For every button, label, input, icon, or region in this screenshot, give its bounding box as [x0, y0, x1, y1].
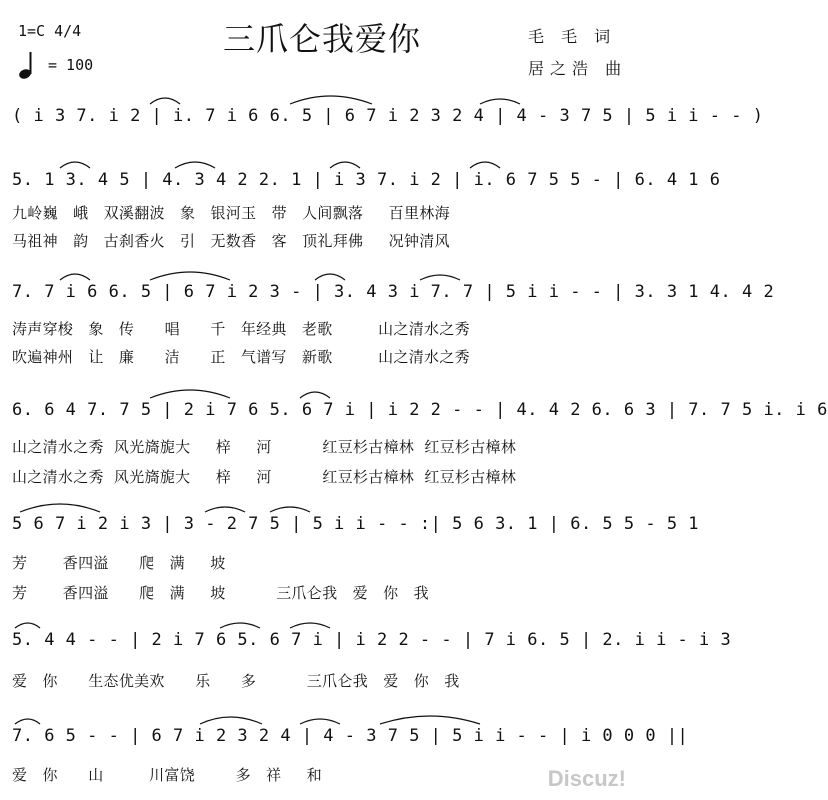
composer-credit: 居之浩 曲	[528, 59, 628, 78]
notation-line: ( i 3 7. i 2 | i. 7 i 6 6. 5 | 6 7 i 2 3 2 4 | 4 - 3 7 5 | 5 i i - - )	[12, 106, 764, 126]
forum-watermark: Discuz!	[547, 766, 626, 791]
notation-line: 6. 6 4 7. 7 5 | 2 i 7 6 5. 6 7 i | i 2 2 - - | 4. 4 2 6. 6 3 | 7. 7 5 i. i 6	[12, 400, 828, 420]
score-row-5	[0, 624, 732, 676]
notation-line: 7. 6 5 - - | 6 7 i 2 3 2 4 | 4 - 3 7 5 | 5 i i - - | i 0 0 0 ||	[12, 726, 689, 746]
lyric-line-verse2: 芳 香四溢 爬 满 坡 三爪仑我 爱 你 我	[12, 584, 429, 602]
key-signature: 1=C 4/4	[18, 22, 82, 40]
tempo-value: = 100	[48, 56, 94, 74]
score-row-intro	[0, 100, 764, 152]
notation-line: 5. 1 3. 4 5 | 4. 3 4 2 2. 1 | i 3 7. i 2 | i. 6 7 5 5 - | 6. 4 1 6	[12, 170, 721, 190]
lyric-line-verse2: 山之清水之秀 风光旖旎大 梓 河 红豆杉古樟林 红豆杉古樟林	[12, 468, 517, 486]
lyric-line-verse1: 九岭巍 峨 双溪翻波 象 银河玉 带 人间飘落 百里林海	[12, 204, 450, 222]
notation-line: 7. 7 i 6 6. 5 | 6 7 i 2 3 - | 3. 4 3 i 7. 7 | 5 i i - - | 3. 3 1 4. 4 2	[12, 282, 775, 302]
lyric-line: 爱 你 山 川富饶 多 祥 和	[12, 766, 323, 784]
lyricist-credit: 毛 毛 词	[528, 27, 617, 46]
lyric-line-verse1: 山之清水之秀 风光旖旎大 梓 河 红豆杉古樟林 红豆杉古樟林	[12, 438, 517, 456]
lyric-line-verse2: 马祖神 韵 古刹香火 引 无数香 客 顶礼拜佛 况钟清风	[12, 232, 450, 250]
notation-line: 5. 4 4 - - | 2 i 7 6 5. 6 7 i | i 2 2 - - | 7 i 6. 5 | 2. i i - i 3	[12, 630, 732, 650]
lyric-line-verse1: 涛声穿梭 象 传 唱 千 年经典 老歌 山之清水之秀	[12, 320, 470, 338]
notation-line: 5 6 7 i 2 i 3 | 3 - 2 7 5 | 5 i i - - :| 5 6 3. 1 | 6. 5 5 - 5 1	[12, 514, 700, 534]
song-title: 三爪仑我爱你	[222, 20, 421, 58]
lyric-line-verse1: 芳 香四溢 爬 满 坡	[12, 554, 226, 572]
lyric-line: 爱 你 生态优美欢 乐 多 三爪仑我 爱 你 我	[12, 672, 460, 690]
lyric-line-verse2: 吹遍神州 让 廉 洁 正 气谱写 新歌 山之清水之秀	[12, 348, 470, 366]
